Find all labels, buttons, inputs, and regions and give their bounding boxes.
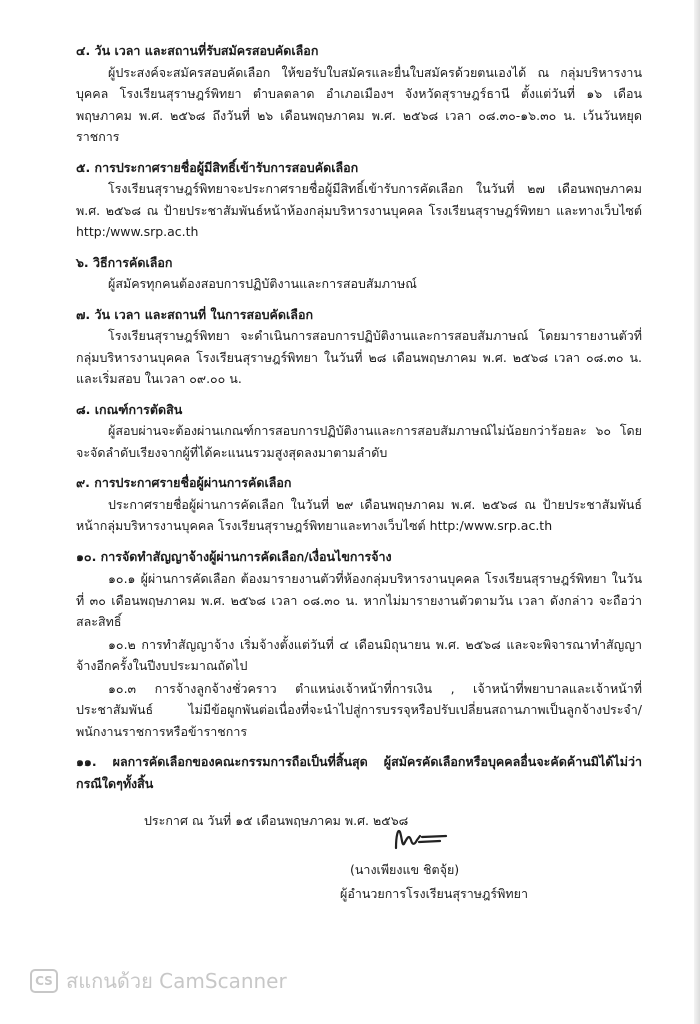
camscanner-watermark bbox=[30, 966, 287, 996]
section-heading: ๘. เกณฑ์การตัดสิน bbox=[76, 401, 183, 417]
signature-icon bbox=[390, 818, 460, 858]
section-heading: ๕. การประกาศรายชื่อผู้มีสิทธิ์เข้ารับการสอบคัดเลือก bbox=[76, 159, 359, 175]
section-paragraph: ผู้สอบผ่านจะต้องผ่านเกณฑ์การสอบการปฏิบัติงานและการสอบสัมภาษณ์ไม่น้อยกว่าร้อยละ ๖๐ โดยจะจัดลำดับเรียงจากผู้ที่ได้คะแนนรวมสูงสุดลงมาตามลำดับ bbox=[76, 423, 642, 460]
section-heading: ๙. การประกาศรายชื่อผู้ผ่านการคัดเลือก bbox=[76, 475, 292, 490]
scan-edge bbox=[694, 0, 700, 1024]
section-4 bbox=[76, 40, 642, 148]
subsection-10-2: ๑๐.๒ การทำสัญญาจ้าง เริ่มจ้างตั้งแต่วันที่ ๔ เดือนมิถุนายน พ.ศ. ๒๕๖๘ และจะพิจารณาทำสัญญาจ้างอีกครั้งในปีงบประมาณถัดไป bbox=[76, 636, 642, 673]
subsection-10-3: ๑๐.๓ การจ้างลูกจ้างชั่วคราว ตำแหน่งเจ้าหน้าที่การเงิน , เจ้าหน้าที่พยาบาลและเจ้าหน้าที่ประชาสัมพันธ์ ไม่มีข้อผูกพันต่อเนื่องที่จะนำไปสู่การบรรจุหรือปรับเปลี่ยนสถานภาพเป็นลูกจ้างประจำ/พนักงานราชการหรือข้าราชการ bbox=[76, 680, 642, 739]
section-heading: ๑๐. การจัดทำสัญญาจ้างผู้ผ่านการคัดเลือก/เงื่อนไขการจ้าง bbox=[76, 548, 392, 564]
section-heading: ๗. วัน เวลา และสถานที่ ในการสอบคัดเลือก bbox=[76, 306, 314, 322]
section-5 bbox=[76, 157, 642, 243]
section-7 bbox=[76, 304, 642, 390]
subsection-10-1: ๑๐.๑ ผู้ผ่านการคัดเลือก ต้องมารายงานตัวที่ห้องกลุ่มบริหารงานบุคคล โรงเรียนสุราษฎร์พิทยา ในวันที่ ๓๐ เดือนพฤษภาคม พ.ศ. ๒๕๖๘ เวลา ๐๘.๓๐ น. หากไม่มารายงานตัวตามวัน เวลา ดังกล่าว จะถือว่าสละสิทธิ์ bbox=[76, 571, 642, 629]
section-11 bbox=[76, 751, 642, 794]
section-paragraph: ประกาศรายชื่อผู้ผ่านการคัดเลือก ในวันที่ ๒๙ เดือนพฤษภาคม พ.ศ. ๒๕๖๘ ณ ป้ายประชาสัมพันธ์หน้ากลุ่มบริหารงานบุคคล โรงเรียนสุราษฎร์พิทยาและทางเว็บไซต์ http:/www.srp.ac.th bbox=[76, 496, 642, 533]
announcement-body bbox=[76, 40, 642, 832]
section-9 bbox=[76, 472, 642, 537]
watermark-text: สแกนด้วย CamScanner bbox=[66, 969, 287, 993]
section-heading: ๑๑. ผลการคัดเลือกของคณะกรรมการถือเป็นที่สิ้นสุด ผู้สมัครคัดเลือกหรือบุคคลอื่นจะคัดค้านมิได้ไม่ว่ากรณีใดๆทั้งสิ้น bbox=[76, 754, 642, 791]
section-6 bbox=[76, 252, 642, 295]
section-paragraph: ผู้ประสงค์จะสมัครสอบคัดเลือก ให้ขอรับใบสมัครและยื่นใบสมัครด้วยตนเองได้ ณ กลุ่มบริหารงานบุคคล โรงเรียนสุราษฎร์พิทยา ตำบลตลาด อำเภอเมืองฯ จังหวัดสุราษฎร์ธานี ตั้งแต่วันที่ ๑๖ เดือนพฤษภาคม พ.ศ. ๒๕๖๘ ถึงวันที่ ๒๖ เดือนพฤษภาคม พ.ศ. ๒๕๖๘ เวลา ๐๘.๓๐-๑๖.๓๐ น. เว้นวันหยุดราชการ bbox=[76, 64, 642, 144]
section-heading: ๖. วิธีการคัดเลือก bbox=[76, 254, 173, 270]
announcement-date: ประกาศ ณ วันที่ ๑๕ เดือนพฤษภาคม พ.ศ. ๒๕๖๘ bbox=[144, 813, 409, 828]
section-paragraph: โรงเรียนสุราษฎร์พิทยา จะดำเนินการสอบการปฏิบัติงานและการสอบสัมภาษณ์ โดยมารายงานตัวที่กลุ่มบริหารงานบุคคล โรงเรียนสุราษฎร์พิทยา ในวันที่ ๒๘ เดือนพฤษภาคม พ.ศ. ๒๕๖๘ เวลา ๐๘.๓๐ น. และเริ่มสอบ ในเวลา ๐๙.๐๐ น. bbox=[76, 328, 642, 386]
section-paragraph: ผู้สมัครทุกคนต้องสอบการปฏิบัติงานและการสอบสัมภาษณ์ bbox=[108, 276, 417, 291]
section-heading: ๔. วัน เวลา และสถานที่รับสมัครสอบคัดเลือก bbox=[76, 43, 319, 58]
section-8 bbox=[76, 399, 642, 464]
section-10 bbox=[76, 546, 642, 743]
camscanner-logo-icon: CS bbox=[30, 969, 58, 993]
signatory-name: (นางเพียงแข ชิตจุ้ย) bbox=[350, 862, 460, 877]
signatory-title: ผู้อำนวยการโรงเรียนสุราษฎร์พิทยา bbox=[340, 886, 528, 901]
section-paragraph: โรงเรียนสุราษฎร์พิทยาจะประกาศรายชื่อผู้มีสิทธิ์เข้ารับการคัดเลือก ในวันที่ ๒๗ เดือนพฤษภาคม พ.ศ. ๒๕๖๘ ณ ป้ายประชาสัมพันธ์หน้าห้องกลุ่มบริหารงานบุคคล โรงเรียนสุราษฎร์พิทยา และทางเว็บไซต์ http:/www.srp.ac.th bbox=[76, 181, 642, 239]
